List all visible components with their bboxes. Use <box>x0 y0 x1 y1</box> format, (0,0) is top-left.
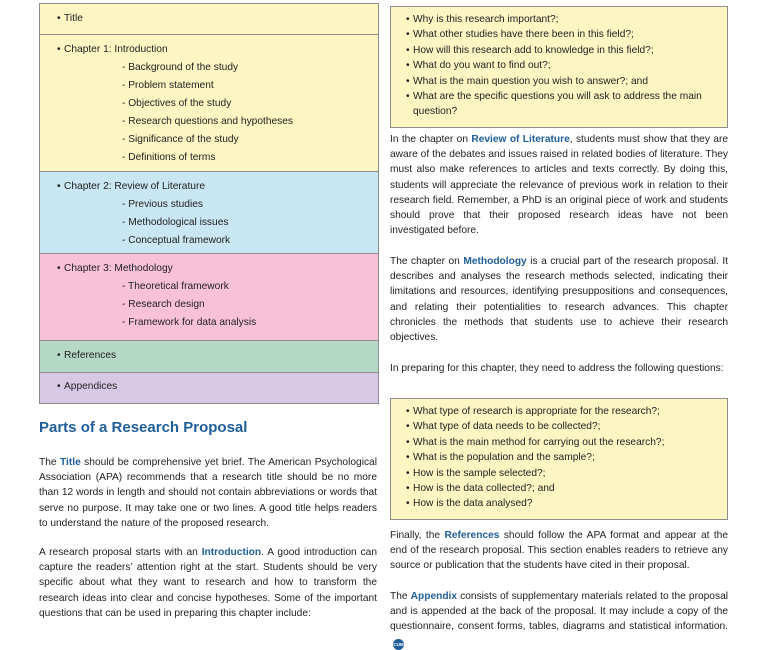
outline-item: - Problem statement <box>122 80 214 91</box>
paragraph-text: consists of supplementary materials related to the proposal and is appended at the back of the proposal. It may include a copy of the questionnaire, consent forms, tables, diagrams and statistical information. <box>390 591 728 633</box>
outline-item: - Research questions and hypotheses <box>122 116 294 127</box>
term-review-of-literature: Review of Literature <box>471 134 570 145</box>
outline-chapter3-band <box>40 254 378 341</box>
left-column <box>39 3 379 404</box>
title-paragraph <box>39 455 377 531</box>
outline-item: - Background of the study <box>122 62 239 73</box>
question-item: • What type of research is appropriate for the research?; <box>413 404 719 419</box>
term-methodology: Methodology <box>463 256 527 267</box>
outline-references-band <box>40 341 378 373</box>
paragraph-text: The <box>390 591 411 602</box>
question-item: • What other studies have there been in this field?; <box>413 27 719 42</box>
outline-title: • Title <box>64 10 378 28</box>
question-item: • How will this research add to knowledge in this field?; <box>413 43 719 58</box>
outline-references: • References <box>64 347 378 365</box>
question-item: • What are the specific questions you will ask to address the main question? <box>413 89 719 120</box>
term-appendix: Appendix <box>410 591 458 602</box>
methodology-paragraph <box>390 254 728 345</box>
term-references: References <box>444 530 500 541</box>
question-item: • How is the data collected?; and <box>413 481 719 496</box>
outline-item: - Theoretical framework <box>122 281 229 292</box>
literature-paragraph <box>390 132 728 238</box>
paragraph-text: Finally, the <box>390 530 445 541</box>
paragraph-text: should follow the APA format and appear at the end of the research proposal. This section enables readers to retrieve any source or publication that the students have cited in their proposal. <box>390 530 729 572</box>
outline-chapter1-heading: • Chapter 1: Introduction <box>64 41 378 59</box>
paragraph-text: In the chapter on <box>390 134 472 145</box>
outline-appendices-band <box>40 373 378 403</box>
paragraph-text: A research proposal starts with an <box>39 547 202 558</box>
paragraph-text: should be comprehensive yet brief. The American Psychological Association (APA) recommends that a research title should be no more than 12 words in length and should not contain abbreviations or words that serve no purpose. It may take one or two lines. A good title helps readers to understand the nature of the proposed research. <box>39 457 377 529</box>
paragraph-text: , students must show that they are aware of the debates and issues raised in related bodies of literature. They must also make references to articles and texts correctly. By doing this, students will appreciate the relevance of previous work in relation to their research field. Remember, a PhD is an original piece of work and students should prove that their proposed research ideas have not been investigated before. <box>390 134 729 237</box>
question-item: • How is the data analysed? <box>413 496 719 511</box>
introduction-paragraph <box>39 545 377 621</box>
proposal-outline <box>39 3 379 404</box>
question-item: • What type of data needs to be collected?; <box>413 419 719 434</box>
question-item: • What is the main method for carrying out the research?; <box>413 435 719 450</box>
outline-chapter2-band <box>40 172 378 254</box>
outline-chapter3-heading: • Chapter 3: Methodology <box>64 260 378 278</box>
term-title: Title <box>59 457 81 468</box>
outline-title-band <box>40 4 378 35</box>
paragraph-text: The chapter on <box>390 256 464 267</box>
outline-item: - Definitions of terms <box>122 152 216 163</box>
question-item: • Why is this research important?; <box>413 12 719 27</box>
term-introduction: Introduction <box>201 547 262 558</box>
outline-item: - Framework for data analysis <box>122 317 257 328</box>
paragraph-text: The <box>39 457 60 468</box>
outline-item: - Methodological issues <box>122 217 229 228</box>
outline-item: - Previous studies <box>122 199 203 210</box>
outline-chapter1-band <box>40 35 378 172</box>
end-of-article-icon: CUM <box>393 639 404 650</box>
question-item: • What is the main question you wish to answer?; and <box>413 74 719 89</box>
outline-item: - Research design <box>122 299 205 310</box>
preparing-paragraph: In preparing for this chapter, they need to address the following questions: <box>390 363 724 374</box>
outline-chapter2-heading: • Chapter 2: Review of Literature <box>64 178 378 196</box>
outline-item: - Significance of the study <box>122 134 239 145</box>
question-item: • What do you want to find out?; <box>413 58 719 73</box>
appendix-paragraph <box>390 589 728 650</box>
question-item: • What is the population and the sample?; <box>413 450 719 465</box>
outline-appendices: • Appendices <box>64 378 378 396</box>
references-paragraph <box>390 528 728 574</box>
outline-item: - Objectives of the study <box>122 98 232 109</box>
paragraph-text: . A good introduction can capture the readers’ attention right at the start. Students should be very specific about what they want to research and how to transform the research ideas into clear and concise hypotheses. Some of the important questions that can be used in preparing this chapter include: <box>39 547 377 619</box>
introduction-questions-box <box>390 6 728 128</box>
question-item: • How is the sample selected?; <box>413 466 719 481</box>
paragraph-text: is a crucial part of the research proposal. It describes and analyses the research methods selected, indicating their limitations and resources, identifying presuppositions and consequences, and relating their potentialities to research advances. This chapter chronicles the methods that students use to achieve their research objectives. <box>390 256 729 344</box>
section-heading: Parts of a Research Proposal <box>39 419 248 436</box>
outline-item: - Conceptual framework <box>122 235 231 246</box>
methodology-questions-box <box>390 398 728 520</box>
